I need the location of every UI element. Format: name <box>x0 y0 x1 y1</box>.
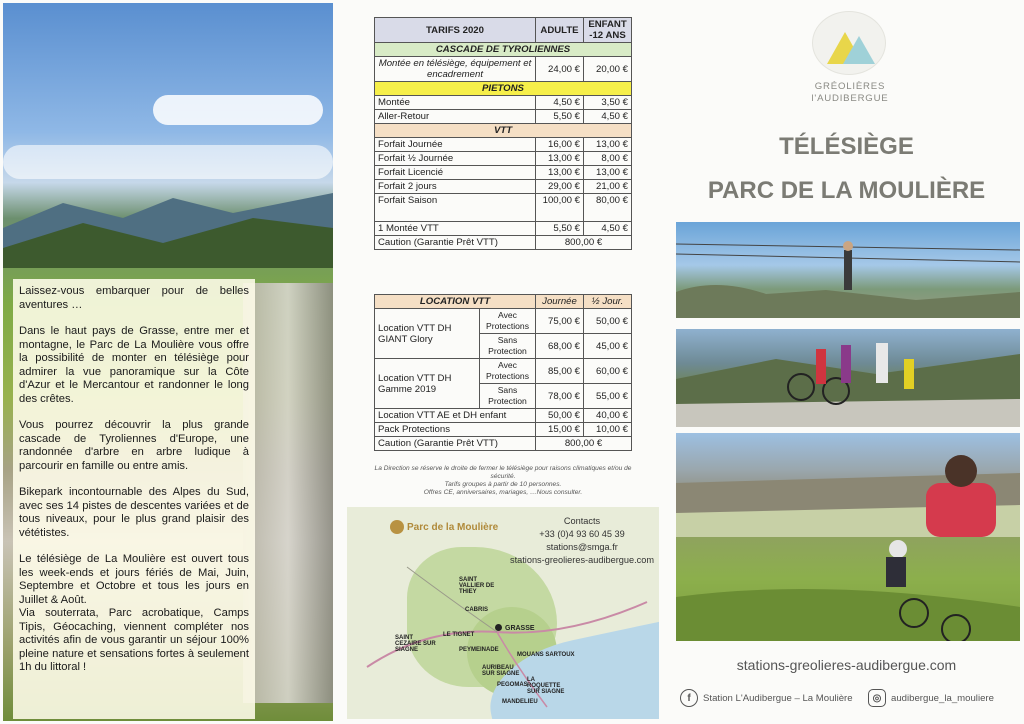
table-row <box>375 437 632 451</box>
village-label: AURIBEAU SUR SIAGNE <box>482 665 520 677</box>
row-label: Location VTT DH GIANT Glory <box>375 309 480 359</box>
intro-paragraph: Via souterrata, Parc acrobatique, Camps Tipis, Géocaching, viennent compléter nos activités afin de vous garantir un séjour 100% pleine nature et sensations fortes à seulement 1h du littoral ! <box>19 607 249 673</box>
table-row <box>375 152 632 166</box>
photo-zipline <box>676 222 1020 318</box>
row-adulte: 24,00 € <box>536 57 584 82</box>
row-enfant: 4,50 € <box>584 222 632 236</box>
table-row <box>375 423 632 437</box>
row-journee: 15,00 € <box>536 423 584 437</box>
row-demi: 60,00 € <box>584 359 632 384</box>
row-enfant: 13,00 € <box>584 138 632 152</box>
table-row <box>375 236 632 250</box>
intro-paragraph: Dans le haut pays de Grasse, entre mer et montagne, le Parc de La Moulière vous offre la possibilité de monter en télésiège pour admirer la vue panoramique sur la Côte d'Azur et le Mercantour et randonner le long des crêtes. <box>19 325 249 405</box>
contacts-block <box>507 515 657 567</box>
row-label: Caution (Garantie Prêt VTT) <box>375 236 536 250</box>
table-row <box>375 409 632 423</box>
row-value: 800,00 € <box>536 437 632 451</box>
city-marker-icon <box>495 624 502 631</box>
row-journee: 75,00 € <box>536 309 584 334</box>
table-row <box>375 309 632 334</box>
header-adulte: ADULTE <box>536 18 584 43</box>
table-row <box>375 138 632 152</box>
row-enfant: 80,00 € <box>584 194 632 222</box>
cloud <box>153 95 323 125</box>
row-demi: 55,00 € <box>584 384 632 409</box>
row-enfant: 21,00 € <box>584 180 632 194</box>
row-adulte: 5,50 € <box>536 222 584 236</box>
tarifs-notes <box>365 465 641 497</box>
village-label: PEYMEINADE <box>459 647 499 653</box>
row-label: Forfait 2 jours <box>375 180 536 194</box>
photo-hiker <box>676 433 1020 537</box>
row-adulte: 100,00 € <box>536 194 584 222</box>
table-row <box>375 166 632 180</box>
row-sub: Sans Protection <box>480 334 536 359</box>
section-vtt: VTT <box>375 124 632 138</box>
village-label: SAINT CEZAIRE SUR SIAGNE <box>395 635 436 653</box>
middle-panel <box>345 3 660 721</box>
table-row <box>375 222 632 236</box>
row-demi: 45,00 € <box>584 334 632 359</box>
logo-mountain-icon <box>843 36 875 64</box>
row-sub: Avec Protections <box>480 309 536 334</box>
page-subtitle: PARC DE LA MOULIÈRE <box>707 177 986 204</box>
row-adulte: 16,00 € <box>536 138 584 152</box>
row-adulte: 29,00 € <box>536 180 584 194</box>
note-line: La Direction se réserve le droite de fermer le télésiège pour raisons climatiques et/ou de sécurité. <box>374 465 632 480</box>
village-label: MOUANS SARTOUX <box>517 652 575 658</box>
row-journee: 50,00 € <box>536 409 584 423</box>
village-label: CABRIS <box>465 607 489 613</box>
row-label: Caution (Garantie Prêt VTT) <box>375 437 536 451</box>
row-demi: 40,00 € <box>584 409 632 423</box>
contacts-web[interactable]: stations-greolieres-audibergue.com <box>509 555 654 565</box>
intro-text-box <box>13 279 255 719</box>
village-label: LA ROQUETTE SUR SIAGNE <box>527 677 565 695</box>
row-label: Montée en télésiège, équipement et encadrement <box>375 57 536 82</box>
village-label: PEGOMAS <box>497 682 528 688</box>
website-link[interactable]: stations-greolieres-audibergue.com <box>736 657 957 673</box>
table-header-row <box>375 18 632 43</box>
instagram-link[interactable] <box>868 689 994 707</box>
downhill-scene <box>676 537 1020 641</box>
row-adulte: 13,00 € <box>536 166 584 180</box>
note-line: Offres CE, anniversaires, mariages, …Nous consulter. <box>423 489 583 496</box>
facebook-link[interactable] <box>680 689 853 707</box>
row-sub: Sans Protection <box>480 384 536 409</box>
row-label: Montée <box>375 96 536 110</box>
intro-paragraph: Bikepark incontournable des Alpes du Sud, avec ses 14 pistes de descentes variées et de tous niveaux, pour le plus grand plaisir des vététistes. <box>19 486 249 539</box>
table-row <box>375 110 632 124</box>
park-label: Parc de la Moulière <box>407 522 499 533</box>
row-demi: 10,00 € <box>584 423 632 437</box>
section-cascade: CASCADE DE TYROLIENNES <box>375 43 632 57</box>
brand-line: l'AUDIBERGUE <box>811 93 889 104</box>
location-table <box>374 294 632 451</box>
brand-name <box>782 81 918 105</box>
table-row <box>375 57 632 82</box>
row-demi: 50,00 € <box>584 309 632 334</box>
row-label: 1 Montée VTT <box>375 222 536 236</box>
row-adulte: 13,00 € <box>536 152 584 166</box>
table-row <box>375 180 632 194</box>
brand-line: GRÉOLIÈRES <box>814 81 886 92</box>
intro-paragraph: Laissez-vous embarquer pour de belles aventures … <box>19 285 249 311</box>
row-enfant: 4,50 € <box>584 110 632 124</box>
row-enfant: 13,00 € <box>584 166 632 180</box>
row-journee: 85,00 € <box>536 359 584 384</box>
row-label: Aller-Retour <box>375 110 536 124</box>
row-label: Forfait Saison <box>375 194 536 222</box>
left-panel-photo <box>3 3 333 721</box>
village-label: LE TIGNET <box>443 632 475 638</box>
section-pietons: PIETONS <box>375 82 632 96</box>
intro-paragraph: Vous pourrez découvrir la plus grande cascade de Tyroliennes d'Europe, une randonnée d'arbre en arbre ludique à parcourir en famille ou entre amis. <box>19 419 249 472</box>
mountain-ridge <box>3 188 333 268</box>
city-label: GRASSE <box>505 625 535 632</box>
contacts-phone[interactable]: +33 (0)4 93 60 45 39 <box>539 529 625 539</box>
contacts-email[interactable]: stations@smga.fr <box>546 542 618 552</box>
village-label: SAINT VALLIER DE THIEY <box>459 577 495 595</box>
facebook-label: Station L'Audibergue – La Moulière <box>703 692 853 704</box>
header-enfant: ENFANT -12 ANS <box>584 18 632 43</box>
right-panel <box>672 3 1021 721</box>
instagram-label: audibergue_la_mouliere <box>891 692 994 704</box>
page-title: TÉLÉSIÈGE <box>779 133 914 160</box>
section-location: LOCATION VTT <box>375 295 536 309</box>
col-demi: ½ Jour. <box>584 295 632 309</box>
row-label: Forfait Journée <box>375 138 536 152</box>
table-row <box>375 194 632 222</box>
row-enfant: 20,00 € <box>584 57 632 82</box>
row-journee: 78,00 € <box>536 384 584 409</box>
col-journee: Journée <box>536 295 584 309</box>
note-line: Tarifs groupes à partir de 10 personnes. <box>444 481 562 488</box>
row-adulte: 5,50 € <box>536 110 584 124</box>
location-map <box>347 507 659 719</box>
facebook-icon: f <box>680 689 698 707</box>
row-enfant: 3,50 € <box>584 96 632 110</box>
header-title: TARIFS 2020 <box>375 18 536 43</box>
contacts-title: Contacts <box>563 516 601 526</box>
table-row <box>375 96 632 110</box>
village-label: MANDELIEU <box>502 699 538 705</box>
row-label: Pack Protections <box>375 423 536 437</box>
hiker-scene <box>676 433 1020 537</box>
tarifs-table <box>374 17 632 250</box>
zipline-scene <box>676 222 1020 318</box>
park-marker-icon <box>390 520 404 534</box>
table-row <box>375 359 632 384</box>
intro-paragraph: Le télésiège de La Moulière est ouvert tous les week-ends et jours fériés de Mai, Juin, Septembre et Octobre et tous les jours en Juillet & Août. <box>19 553 249 606</box>
cloud <box>3 145 333 179</box>
station-logo <box>812 11 886 75</box>
row-sub: Avec Protections <box>480 359 536 384</box>
photo-bikers <box>676 329 1020 427</box>
row-value: 800,00 € <box>536 236 632 250</box>
photo-downhill <box>676 537 1020 641</box>
row-journee: 68,00 € <box>536 334 584 359</box>
row-label: Forfait Licencié <box>375 166 536 180</box>
bikers-scene <box>676 329 1020 427</box>
row-label: Location VTT AE et DH enfant <box>375 409 536 423</box>
row-label: Forfait ½ Journée <box>375 152 536 166</box>
rock-face <box>243 283 333 703</box>
instagram-icon: ◎ <box>868 689 886 707</box>
row-enfant: 8,00 € <box>584 152 632 166</box>
row-label: Location VTT DH Gamme 2019 <box>375 359 480 409</box>
row-adulte: 4,50 € <box>536 96 584 110</box>
